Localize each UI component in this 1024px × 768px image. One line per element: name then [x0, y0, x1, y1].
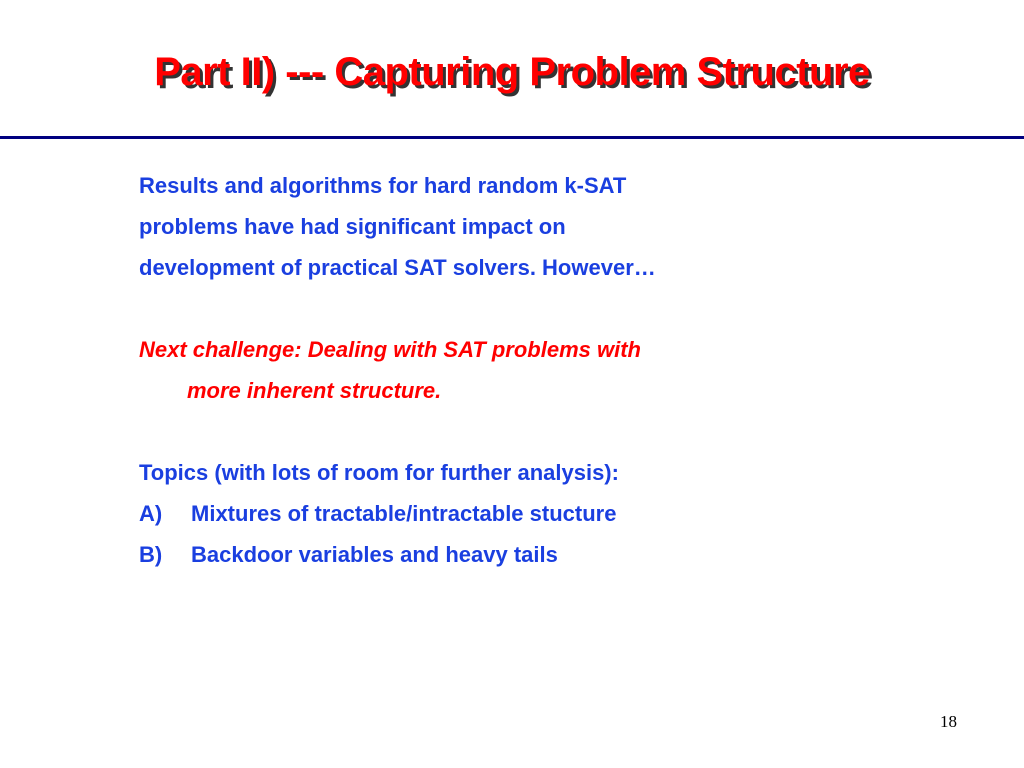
topic-text: Backdoor variables and heavy tails	[191, 542, 558, 567]
body-line: development of practical SAT solvers. However…	[139, 255, 656, 280]
spacer	[139, 411, 959, 452]
slide-body	[139, 165, 959, 575]
topic-marker: B)	[139, 542, 163, 567]
slide-title: Part II) --- Capturing Problem Structure	[154, 50, 870, 94]
page-number: 18	[940, 712, 957, 731]
challenge-line: Next challenge: Dealing with SAT problems with	[139, 337, 641, 362]
body-line: problems have had significant impact on	[139, 214, 566, 239]
topic-text: Mixtures of tractable/intractable stucture	[191, 501, 617, 526]
topic-marker: A)	[139, 501, 163, 526]
topic-item	[139, 534, 959, 575]
body-line: Results and algorithms for hard random k-SAT	[139, 173, 627, 198]
spacer	[139, 288, 959, 329]
topics-heading: Topics (with lots of room for further analysis):	[139, 460, 619, 485]
topic-item	[139, 493, 959, 534]
title-divider	[0, 136, 1024, 139]
challenge-line: more inherent structure.	[187, 378, 442, 403]
